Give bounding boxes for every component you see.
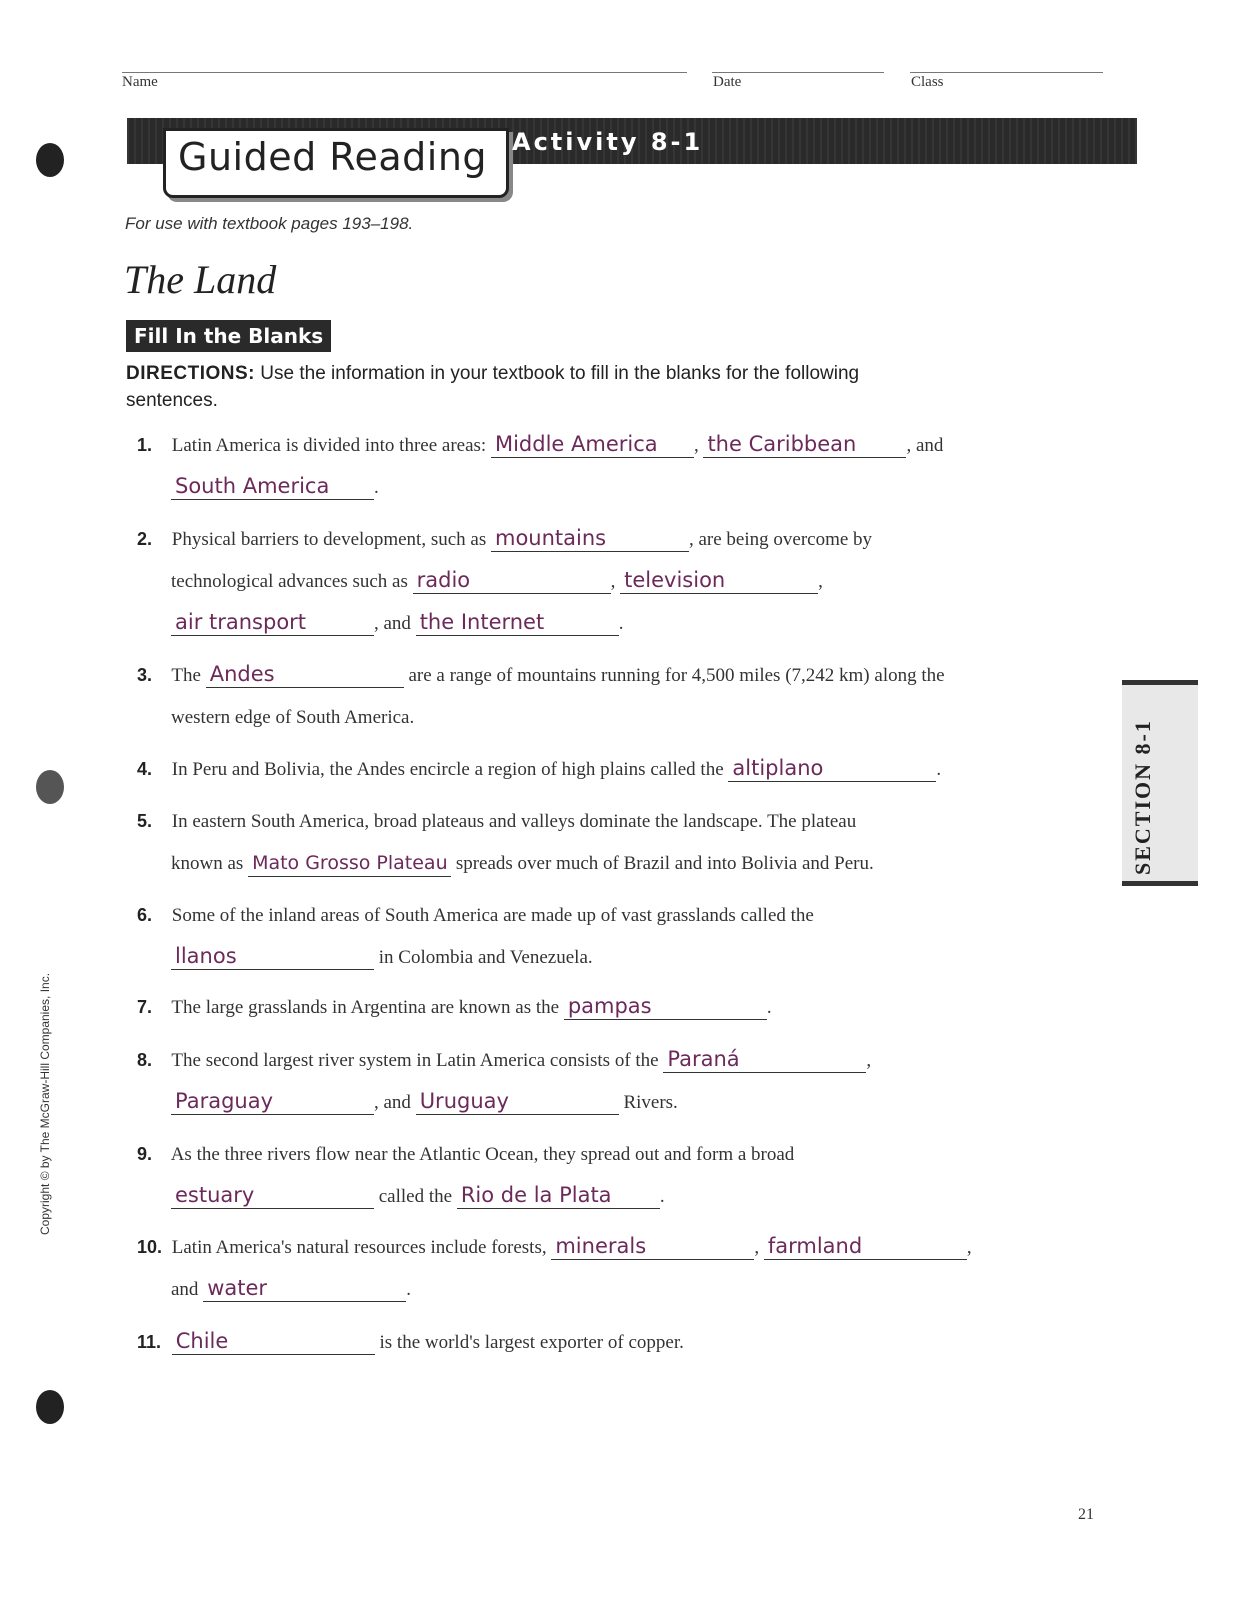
answer-blank[interactable]: Chile [172,1328,375,1355]
copyright-notice: Copyright © by The McGraw-Hill Companies, Inc. [38,972,52,1235]
question-2 [137,518,1097,645]
class-label: Class [911,74,944,90]
section-tab-label: SECTION 8-1 [1130,719,1155,875]
question-text: , [866,1050,872,1071]
class-line [910,72,1103,73]
question-text: western edge of South America. [171,707,415,728]
question-text: The large grasslands in Argentina are known as the [171,997,560,1018]
activity-number: Activity 8-1 [512,128,704,156]
directions [126,360,886,414]
question-number: 8. [137,1050,153,1070]
answer-blank[interactable]: pampas [564,993,767,1020]
answer-blank[interactable]: the Caribbean [703,431,906,458]
answer-blank[interactable]: Rio de la Plata [457,1182,660,1209]
question-text: , and [906,435,944,456]
question-number: 11. [137,1332,162,1352]
question-text: As the three rivers flow near the Atlantic Ocean, they spread out and form a broad [170,1144,795,1165]
question-7 [137,986,1097,1029]
question-text: is the world's largest exporter of copper. [379,1332,684,1353]
guided-reading-title: Guided Reading [178,135,488,179]
question-6 [137,894,1097,979]
binder-hole-middle [36,770,64,804]
question-text: . [618,613,624,634]
question-text: . [374,477,379,498]
question-number: 2. [137,529,153,549]
question-text: in Colombia and Venezuela. [378,947,593,968]
date-line [712,72,884,73]
question-10 [137,1226,1097,1311]
question-number: 4. [137,759,153,779]
answer-blank[interactable]: the Internet [416,609,619,636]
question-text: Latin America is divided into three areas: [171,435,487,456]
answer-blank[interactable]: radio [413,567,611,594]
question-8 [137,1039,1097,1124]
directions-text: Use the information in your textbook to fill in the blanks for the following sentences. [126,363,860,411]
name-line [122,72,687,73]
binder-hole-top [36,143,64,177]
question-text: and [171,1279,199,1300]
question-11 [137,1321,1097,1364]
answer-blank[interactable]: Paraná [663,1046,866,1073]
question-text: technological advances such as [171,571,408,592]
answer-blank[interactable]: Mato Grosso Plateau [248,850,451,877]
question-text: In eastern South America, broad plateaus and valleys dominate the landscape. The plateau [171,811,857,832]
question-text: , [754,1237,760,1258]
question-number: 10. [137,1237,163,1257]
answer-blank[interactable]: Andes [206,661,404,688]
binder-hole-bottom [36,1390,64,1424]
question-text: , are being overcome by [688,529,873,550]
answer-blank[interactable]: Paraguay [171,1088,374,1115]
question-number: 1. [137,435,153,455]
question-number: 9. [137,1144,153,1164]
question-text: The second largest river system in Latin America consists of the [171,1050,659,1071]
question-3 [137,654,1097,739]
question-text: . [766,997,772,1018]
question-number: 3. [137,665,153,685]
page-number: 21 [1078,1506,1094,1523]
fill-in-blanks-label: Fill In the Blanks [126,320,331,352]
question-number: 6. [137,905,153,925]
textbook-pages-note: For use with textbook pages 193–198. [125,214,414,233]
question-9 [137,1133,1097,1218]
answer-blank[interactable]: minerals [551,1233,754,1260]
question-text: , and [374,613,411,634]
answer-blank[interactable]: Uruguay [416,1088,619,1115]
question-number: 7. [137,997,153,1017]
section-side-tab [1122,680,1198,886]
question-text: , [693,435,699,456]
question-text: are a range of mountains running for 4,500 miles (7,242 km) along the [408,665,945,686]
answer-blank[interactable]: llanos [171,943,374,970]
section-title: The Land [124,257,277,302]
question-5 [137,800,1097,885]
answer-blank[interactable]: South America [171,473,374,500]
question-text: Rivers. [623,1092,678,1113]
question-text: spreads over much of Brazil and into Bolivia and Peru. [455,853,874,874]
question-number: 5. [137,811,153,831]
question-text: Latin America's natural resources include forests, [171,1237,547,1258]
question-text: , [966,1237,972,1258]
question-text: , and [374,1092,411,1113]
name-label: Name [122,74,158,90]
answer-blank[interactable]: farmland [764,1233,967,1260]
question-text: . [406,1279,411,1300]
answer-blank[interactable]: estuary [171,1182,374,1209]
answer-blank[interactable]: Middle America [491,431,694,458]
question-text: The [171,665,201,686]
answer-blank[interactable]: altiplano [728,755,936,782]
date-label: Date [713,74,742,90]
question-text: known as [171,853,244,874]
directions-label: DIRECTIONS: [126,363,255,384]
question-1 [137,424,1097,509]
question-4 [137,748,1097,791]
question-text: Physical barriers to development, such as [171,529,487,550]
question-text: . [659,1186,665,1207]
question-text: In Peru and Bolivia, the Andes encircle a region of high plains called the [171,759,724,780]
question-text: , [610,571,616,592]
answer-blank[interactable]: water [203,1275,406,1302]
question-text: , [818,571,823,592]
question-text: called the [378,1186,453,1207]
answer-blank[interactable]: air transport [171,609,374,636]
question-text: Some of the inland areas of South America are made up of vast grasslands called the [171,905,814,926]
answer-blank[interactable]: television [620,567,818,594]
question-text: . [936,759,942,780]
answer-blank[interactable]: mountains [491,525,689,552]
